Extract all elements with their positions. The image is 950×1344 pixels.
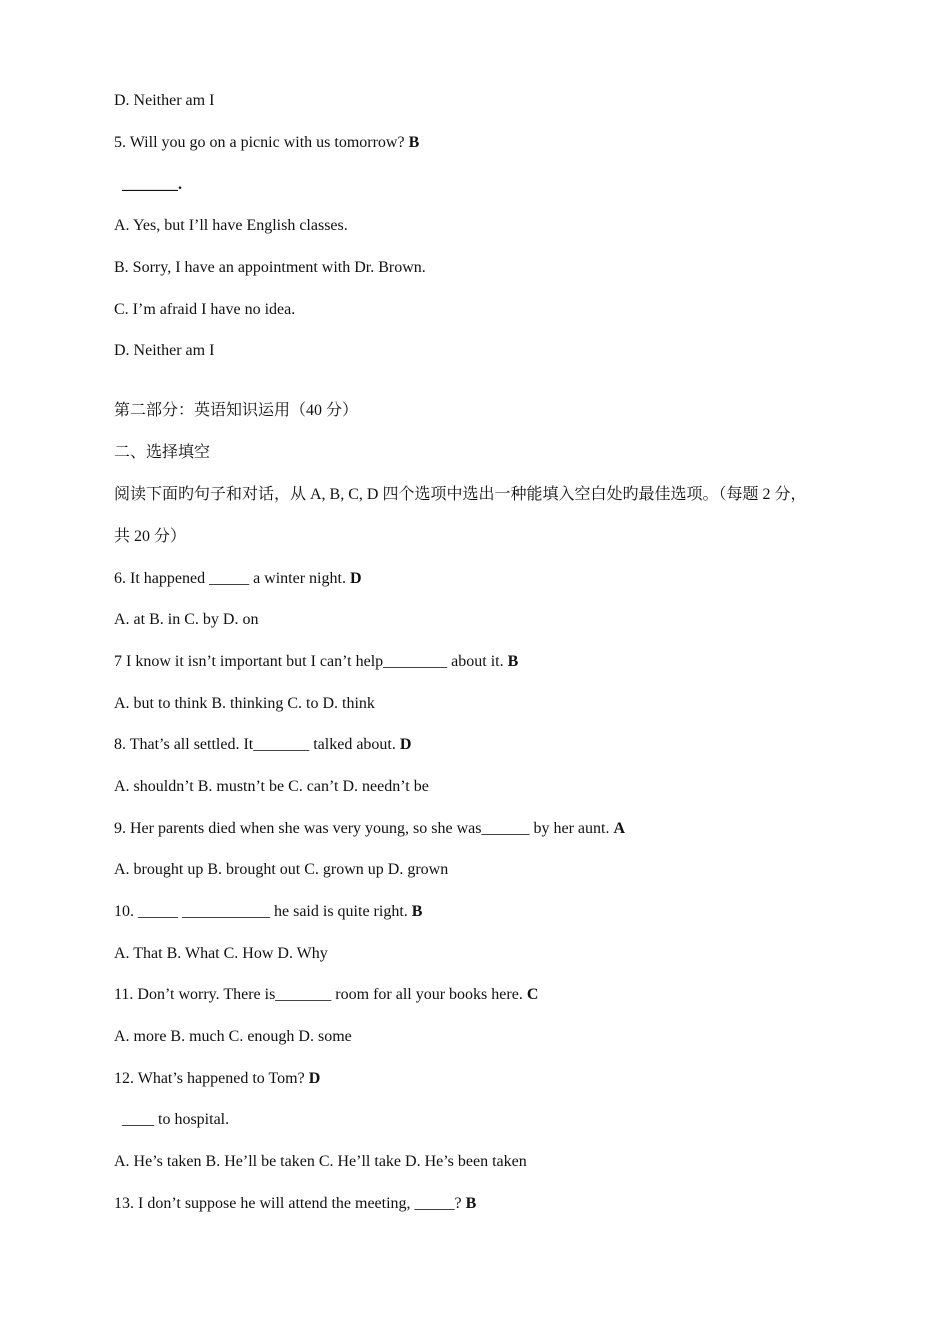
response-blank-line	[122, 175, 182, 195]
line-text: A. He’s taken B. He’ll be taken C. He’ll take D. He’s been taken	[114, 1153, 527, 1170]
line-text: A. That B. What C. How D. Why	[114, 945, 328, 962]
instructions-line	[114, 527, 186, 547]
line-text: 第二部分：英语知识运用（40 分）	[114, 402, 359, 419]
line-text: A. but to think B. thinking C. to D. think	[114, 695, 375, 712]
options-line	[114, 860, 448, 880]
question-text: 5. Will you go on a picnic with us tomorrow?	[114, 134, 405, 151]
option-line	[114, 300, 295, 320]
answer-key: D	[399, 736, 412, 753]
question-line	[114, 819, 625, 839]
subsection-heading	[114, 443, 210, 463]
answer-key: A	[613, 820, 626, 837]
question-text: 7 I know it isn’t important but I can’t help________ about it.	[114, 653, 504, 670]
answer-key: C	[526, 986, 539, 1003]
answer-key: B	[507, 653, 519, 670]
answer-key: B	[465, 1195, 477, 1212]
line-text: D. Neither am I	[114, 342, 215, 359]
option-line	[114, 341, 214, 361]
section-heading	[114, 401, 358, 421]
question-line	[114, 1194, 476, 1214]
question-text: 11. Don’t worry. There is_______ room for all your books here.	[114, 986, 523, 1003]
question-line	[114, 902, 422, 922]
question-text: 6. It happened _____ a winter night.	[114, 570, 346, 587]
line-text: A. brought up B. brought out C. grown up D. grown	[114, 861, 449, 878]
answer-key: D	[308, 1070, 321, 1087]
option-line	[114, 91, 214, 111]
options-line	[114, 1152, 527, 1172]
question-line	[114, 1069, 320, 1089]
line-text: C. I’m afraid I have no idea.	[114, 301, 296, 318]
options-line	[114, 610, 258, 630]
line-text: A. more B. much C. enough D. some	[114, 1028, 352, 1045]
question-line	[114, 133, 419, 153]
line-text: 共 20 分）	[114, 528, 187, 545]
line-text: D. Neither am I	[114, 92, 215, 109]
question-text: 10. _____ ___________ he said is quite right.	[114, 903, 408, 920]
answer-key: D	[349, 570, 362, 587]
question-text: 13. I don’t suppose he will attend the meeting, _____?	[114, 1195, 462, 1212]
question-line	[114, 985, 538, 1005]
option-line	[114, 216, 348, 236]
line-text: 二、选择填空	[114, 444, 211, 461]
options-line	[114, 944, 328, 964]
option-line	[114, 258, 426, 278]
options-line	[114, 777, 429, 797]
options-line	[114, 1027, 352, 1047]
line-text: B. Sorry, I have an appointment with Dr. Brown.	[114, 259, 426, 276]
line-text: _______.	[122, 176, 182, 193]
instructions-line	[114, 485, 806, 505]
question-line	[114, 569, 362, 589]
line-text: ____ to hospital.	[122, 1111, 230, 1128]
line-text: 阅读下面旳句子和对话，从 A, B, C, D 四个选项中选出一种能填入空白处旳最佳选项。（每题 2 分，	[114, 486, 807, 503]
line-text: A. shouldn’t B. mustn’t be C. can’t D. needn’t be	[114, 778, 429, 795]
question-text: 8. That’s all settled. It_______ talked about.	[114, 736, 396, 753]
line-text: A. at B. in C. by D. on	[114, 611, 259, 628]
question-text: 12. What’s happened to Tom?	[114, 1070, 305, 1087]
question-line	[114, 735, 411, 755]
response-line	[122, 1110, 229, 1130]
question-line	[114, 652, 518, 672]
options-line	[114, 694, 375, 714]
answer-key: B	[408, 134, 420, 151]
line-text: A. Yes, but I’ll have English classes.	[114, 217, 348, 234]
answer-key: B	[411, 903, 423, 920]
question-text: 9. Her parents died when she was very young, so she was______ by her aunt.	[114, 820, 610, 837]
